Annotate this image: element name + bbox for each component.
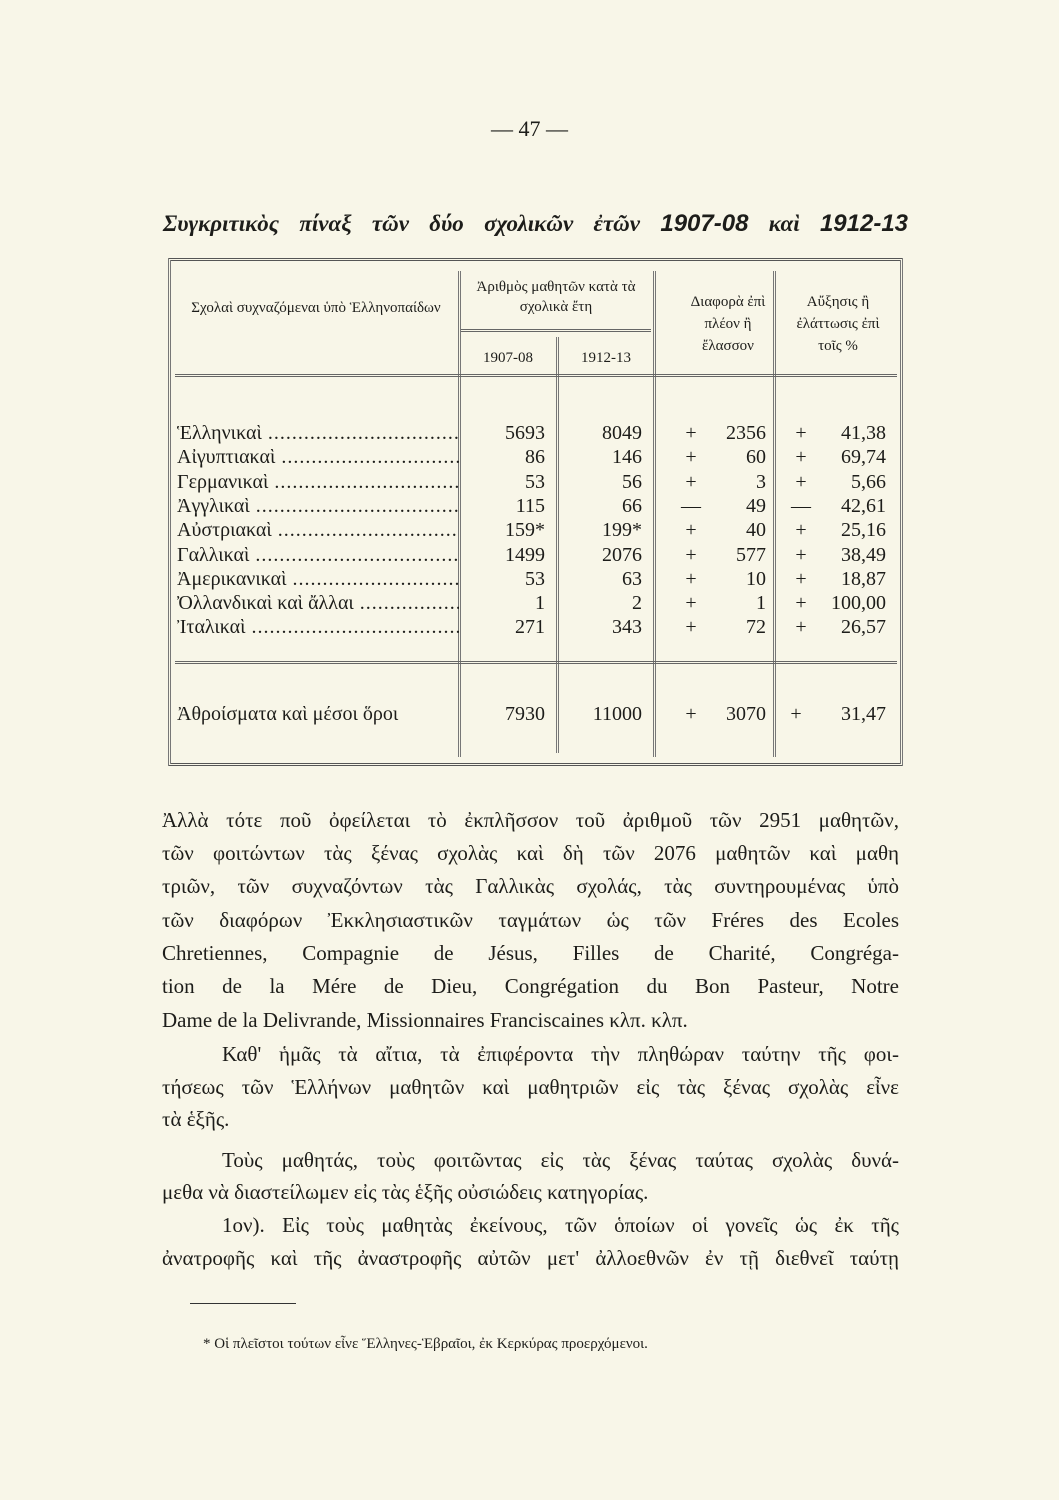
title-conj: καὶ <box>768 211 800 236</box>
row-label: Αἰγυπτιακαὶ ..... <box>177 445 459 469</box>
percent-change: 38,49 <box>841 543 886 566</box>
diff-sign: + <box>685 592 697 615</box>
row-label: Ἀμερικανικαὶ ..... <box>177 567 459 591</box>
body-text-line: μεθα νὰ διαστείλωμεν εἰς τὰς ἑξῆς οὐσιώδεις κατηγορίας. <box>162 1180 649 1204</box>
value-1912: 146 <box>612 446 642 469</box>
header-percent: Αὔξησις ἢ ἐλάττωσις ἐπὶ τοῖς % <box>796 294 880 354</box>
body-text-line: τῶν φοιτώντων τὰς ξένας σχολὰς καὶ δὴ τῶν 2076 μαθητῶν καὶ μαθη <box>162 841 899 865</box>
row-label: Γερμανικαὶ ..... <box>177 470 459 494</box>
percent-change: 100,00 <box>831 592 886 615</box>
header-year1: 1907-08 <box>483 350 533 366</box>
title-text: Συγκριτικὸς πίναξ τῶν δύο σχολικῶν ἐτῶν <box>163 211 641 236</box>
body-text-line: Dame de la Delivrande, Missionnaires Franciscaines κλπ. κλπ. <box>162 1008 688 1032</box>
difference: 3 <box>756 470 766 493</box>
diff-sign: — <box>681 494 701 517</box>
body-text-line: ἀνατροφῆς καὶ τῆς ἀναστροφῆς αὐτῶν μετ' ἀλλοεθνῶν ἐν τῇ διεθνεῖ ταύτῃ <box>162 1246 899 1270</box>
row-label: Ἑλληνικαὶ ..... <box>177 421 459 445</box>
body-text-line: τὰ ἑξῆς. <box>162 1107 230 1131</box>
body-text-line: τῶν διαφόρων Ἐκκλησιαστικῶν ταγμάτων ὡς τῶν Fréres des Ecoles <box>162 908 899 932</box>
value-1912: 66 <box>622 494 642 517</box>
percent-change: 26,57 <box>841 616 886 639</box>
row-label: Γαλλικαὶ ..... <box>177 543 459 567</box>
header-year2: 1912-13 <box>581 350 631 366</box>
footnote: * Οἱ πλεῖστοι τούτων εἶνε Ἕλληνες-Ἑβραῖοι, ἐκ Κερκύρας προερχόμενοι. <box>203 1336 648 1352</box>
title-year2: 1912-13 <box>819 210 909 237</box>
title-year1: 1907-08 <box>660 210 749 237</box>
percent-change: 5,66 <box>851 470 886 493</box>
percent-change: 25,16 <box>841 519 886 542</box>
total-pct: 31,47 <box>841 703 886 725</box>
value-1907: 271 <box>515 616 545 639</box>
diff-sign: + <box>685 543 697 566</box>
value-1912: 8049 <box>602 422 642 444</box>
total-year2: 11000 <box>592 703 642 725</box>
percent-change: 41,38 <box>841 422 886 444</box>
footnote-rule <box>190 1303 296 1304</box>
pct-sign: + <box>795 543 807 566</box>
header-schools: Σχολαὶ συχναζόμεναι ὑπὸ Ἑλληνοπαίδων <box>191 300 441 316</box>
body-text-line: τριῶν, τῶν συχναζόντων τὰς Γαλλικὰς σχολάς, τὰς συντηρουμένας ὑπὸ <box>162 874 899 898</box>
row-label: Ἀγγλικαὶ ..... <box>177 494 459 518</box>
difference: 72 <box>746 616 766 639</box>
pct-sign: — <box>791 494 811 517</box>
table-row <box>171 445 906 469</box>
row-label: Αὐστριακαὶ ..... <box>177 518 459 542</box>
total-diff: 3070 <box>726 703 766 725</box>
body-text-line: Chretiennes, Compagnie de Jésus, Filles de Charité, Congréga- <box>162 941 899 965</box>
body-text-line: Ἀλλὰ τότε ποῦ ὀφείλεται τὸ ἐκπλῆσσον τοῦ ἀριθμοῦ τῶν 2951 μαθητῶν, <box>162 808 899 832</box>
difference: 10 <box>746 567 766 590</box>
value-1907: 159* <box>505 519 545 542</box>
pct-sign: + <box>795 592 807 615</box>
table-row <box>171 567 906 591</box>
table-row <box>171 543 906 567</box>
diff-sign: + <box>685 567 697 590</box>
pct-sign: + <box>795 422 807 444</box>
table-row <box>171 518 906 542</box>
value-1912: 343 <box>612 616 642 639</box>
header-subdivider <box>461 329 651 332</box>
value-1907: 1499 <box>505 543 545 566</box>
difference: 577 <box>736 543 766 566</box>
header-students: Ἀριθμὸς μαθητῶν κατὰ τὰ σχολικὰ ἔτη <box>476 279 636 315</box>
body-text-line: τήσεως τῶν Ἑλλήνων μαθητῶν καὶ μαθητριῶν εἰς τὰς ξένας σχολὰς εἶνε <box>162 1075 899 1099</box>
total-diff-sign: + <box>685 703 697 725</box>
pct-sign: + <box>795 470 807 493</box>
pct-sign: + <box>795 446 807 469</box>
diff-sign: + <box>685 446 697 469</box>
value-1907: 5693 <box>505 422 545 444</box>
row-label: Ἰταλικαὶ ..... <box>177 615 459 639</box>
value-1912: 2 <box>632 592 642 615</box>
body-text-line: tion de la Mére de Dieu, Congrégation du Bon Pasteur, Notre <box>162 974 899 998</box>
table-row <box>171 421 906 445</box>
table-title <box>163 210 908 238</box>
body-text-line: 1ον). Εἰς τοὺς μαθητὰς ἐκείνους, τῶν ὁποίων οἱ γονεῖς ὡς ἐκ τῆς <box>222 1213 899 1237</box>
page-number: — 47 — <box>491 116 568 141</box>
value-1907: 53 <box>525 567 545 590</box>
difference: 2356 <box>726 422 766 444</box>
value-1912: 2076 <box>602 543 642 566</box>
difference: 60 <box>746 446 766 469</box>
percent-change: 42,61 <box>841 494 886 517</box>
difference: 40 <box>746 519 766 542</box>
percent-change: 18,87 <box>841 567 886 590</box>
value-1907: 1 <box>535 592 545 615</box>
comparison-table <box>168 258 903 766</box>
pct-sign: + <box>795 519 807 542</box>
diff-sign: + <box>685 422 697 444</box>
total-row <box>171 702 906 726</box>
total-year1: 7930 <box>505 703 545 725</box>
total-label: Ἀθροίσματα καὶ μέσοι ὅροι <box>177 703 399 725</box>
table-row <box>171 591 906 615</box>
totals-rule <box>175 661 897 664</box>
table-row <box>171 494 906 518</box>
difference: 49 <box>746 494 766 517</box>
header-rule <box>175 374 897 377</box>
body-text-line: Καθ' ἡμᾶς τὰ αἴτια, τὰ ἐπιφέροντα τὴν πληθώραν ταύτην τῆς φοι- <box>222 1042 899 1066</box>
pct-sign: + <box>795 567 807 590</box>
diff-sign: + <box>685 519 697 542</box>
row-label: Ὀλλανδικαὶ καὶ ἄλλαι ..... <box>177 591 459 615</box>
diff-sign: + <box>685 616 697 639</box>
value-1912: 56 <box>622 470 642 493</box>
value-1912: 63 <box>622 567 642 590</box>
table-row <box>171 615 906 639</box>
body-text-line: Τοὺς μαθητάς, τοὺς φοιτῶντας εἰς τὰς ξένας ταύτας σχολὰς δυνά- <box>222 1148 899 1172</box>
table-row <box>171 470 906 494</box>
value-1907: 53 <box>525 470 545 493</box>
header-difference: Διαφορὰ ἐπὶ πλέον ἢ ἔλασσον <box>690 294 766 354</box>
difference: 1 <box>756 592 766 615</box>
value-1907: 86 <box>525 446 545 469</box>
percent-change: 69,74 <box>841 446 886 469</box>
value-1907: 115 <box>515 494 545 517</box>
value-1912: 199* <box>602 519 642 542</box>
total-pct-sign: + <box>790 703 802 725</box>
diff-sign: + <box>685 470 697 493</box>
pct-sign: + <box>795 616 807 639</box>
